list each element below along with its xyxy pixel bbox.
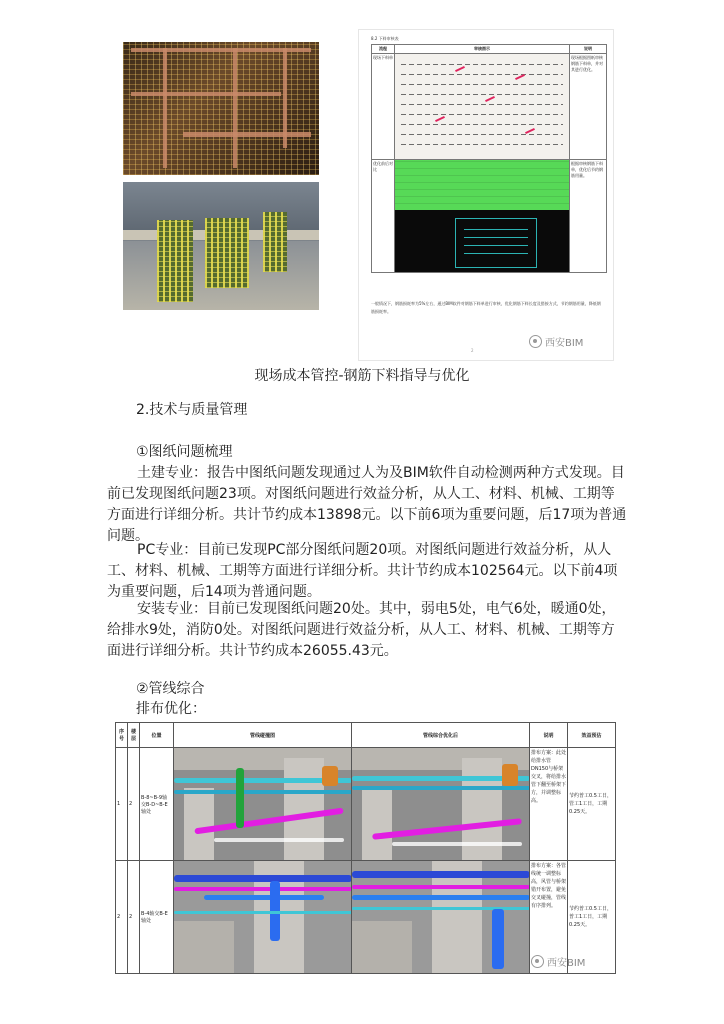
clash-view-1: [174, 748, 351, 860]
figure-caption: 现场成本管控-钢筋下料指导与优化: [254, 368, 470, 384]
paragraph-installation: 安装专业：目前已发现图纸问题20处。其中，弱电5处，电气6处，暖通0处，给排水9处，消防0处。对图纸问题进行效益分析，从人工、材料、机械、工期等方面进行详细分析。共计节约成本26055.43元。: [107, 601, 616, 659]
section-title: 2.技术与质量管理: [136, 402, 248, 418]
paragraph-pc: PC专业：目前已发现PC部分图纸问题20项。对图纸问题进行效益分析，从人工、材料、机械、工期等方面进行详细分析。共计节约成本102564元。以下前4项为重要问题，后14项为普通问题。: [107, 542, 618, 600]
rebar-model-render-1: [123, 42, 319, 175]
table-header: 管线碰撞图: [174, 723, 352, 748]
table-row: [116, 748, 616, 861]
doc-page-number: 2: [471, 348, 474, 353]
rebar-model-render-2: [123, 182, 319, 310]
table-header: 管线综合优化后: [352, 723, 530, 748]
row-location: B-4轴交B-E轴处: [140, 861, 174, 974]
rebar-audit-document: [359, 30, 613, 360]
paragraph-civil: 土建专业：报告中图纸问题发现通过人为及BIM软件自动检测两种方式发现。目前已发现图纸问题23项。对图纸问题进行效益分析，从人工、材料、机械、工期等方面进行详细分析。共计节约成本13898元。以下前6项为重要问题，后17项为普通问题。: [107, 465, 627, 544]
table-header: 序号: [116, 723, 128, 748]
doc-row-label: 优化前后对比: [372, 160, 395, 273]
row-benefit: 节约普工0.5工日，普工1工日，工期0.25天。: [568, 861, 616, 974]
doc-row-label: 现场下料单: [372, 54, 395, 160]
row-note: 排布方案：各管线统一调整标高，风管与桥架错开布置，避免交叉碰撞，管线有序排列。: [530, 861, 568, 974]
row-location: B-8~B-9轴交B-D~B-E轴处: [140, 748, 174, 861]
table-header: 楼层: [128, 723, 140, 748]
subsection-title: ②管线综合: [136, 681, 205, 697]
doc-col-header: 说明: [570, 45, 607, 54]
optimized-view-2: [352, 861, 529, 973]
subsection-subtitle: 排布优化：: [136, 701, 206, 717]
clash-view-2: [174, 861, 351, 973]
figure-rebar-guidance: [123, 30, 613, 360]
table-header: 位置: [140, 723, 174, 748]
table-header: 效益预估: [568, 723, 616, 748]
row-number: 1: [116, 748, 128, 861]
row-benefit: 节约普工0.5工日，管工1工日，工期0.25天。: [568, 748, 616, 861]
doc-paragraph: 一般情况下，钢筋损耗率为5%左右，通过BIM软件对钢筋下料单进行审核，优化钢筋下料长度及搭接方式，节约钢筋用量，降低钢筋损耗率。: [371, 301, 601, 314]
figure-pipe-coordination: [115, 722, 615, 974]
table-header: 说明: [530, 723, 568, 748]
wechat-icon: [529, 335, 542, 348]
row-floor: 2: [128, 748, 140, 861]
optimized-view-1: [352, 748, 529, 860]
row-note: 排布方案：此处给排水管DN150与桥架交叉，将给排水管下翻至桥架下方，并调整标高。: [530, 748, 568, 861]
watermark: 西安BIM: [529, 334, 583, 349]
handwritten-list-photo: [395, 54, 569, 159]
pipe-table: [115, 722, 616, 974]
subsection-title: ①图纸问题梳理: [136, 444, 233, 460]
doc-row-note: 现场根据图纸审核钢筋下料单，并对其进行优化。: [570, 54, 607, 160]
watermark: 西安BIM: [531, 954, 585, 969]
row-floor: 2: [128, 861, 140, 974]
doc-col-header: 流程: [372, 45, 395, 54]
doc-table: [371, 44, 607, 273]
doc-header: 8.2 下料审核表: [371, 36, 399, 41]
doc-row-note: 根据审核钢筋下料单，优化后节约钢筋用量。: [570, 160, 607, 273]
wechat-icon: [531, 955, 544, 968]
cad-rebar-table: [395, 160, 569, 272]
doc-col-header: 审核图示: [395, 45, 570, 54]
row-number: 2: [116, 861, 128, 974]
